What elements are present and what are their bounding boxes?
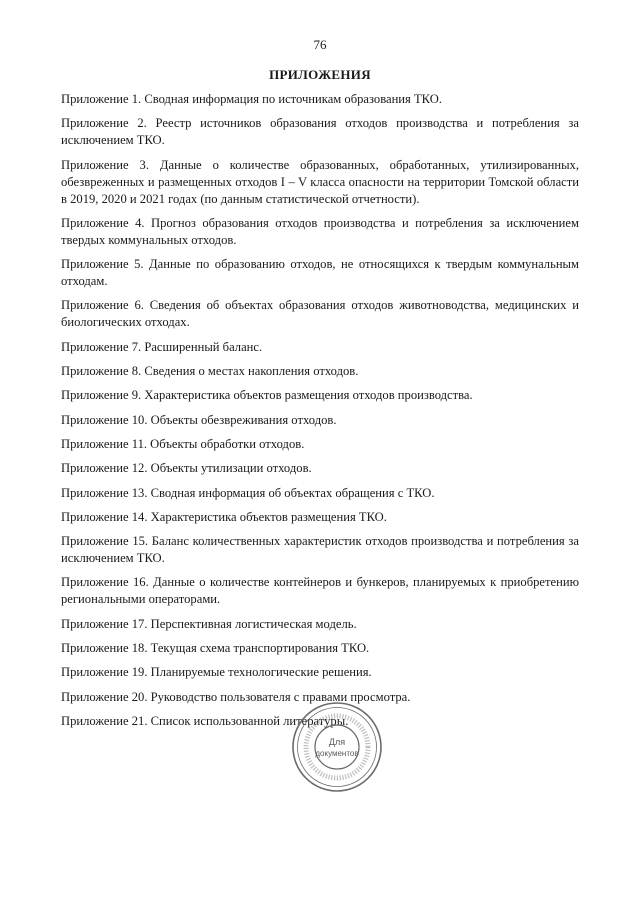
appendix-entry-15: Приложение 15. Баланс количественных характеристик отходов производства и потребления за исключением ТКО. bbox=[61, 534, 579, 566]
appendix-entry-1: Приложение 1. Сводная информация по источникам образования ТКО. bbox=[61, 92, 443, 106]
appendix-entry-21: Приложение 21. Список использованной литературы. bbox=[61, 713, 349, 728]
appendix-entry-20: Приложение 20. Руководство пользователя с правами просмотра. bbox=[61, 689, 411, 704]
appendix-entry-3: Приложение 3. Данные о количестве образованных, обработанных, утилизированных, обезвреженных и размещенных отходов I – V класса опасности на территории Томской области в 2019, 2020 и 2021 годах (по данным статистической отчетности). bbox=[61, 157, 579, 206]
appendix-entry-2: Приложение 2. Реестр источников образования отходов производства и потребления за исключением ТКО. bbox=[61, 116, 579, 148]
section-heading: ПРИЛОЖЕНИЯ bbox=[269, 67, 371, 82]
stamp-line-1: Для bbox=[328, 737, 346, 747]
appendix-entry-7: Приложение 7. Расширенный баланс. bbox=[61, 339, 263, 354]
appendix-entry-11: Приложение 11. Объекты обработки отходов. bbox=[61, 436, 305, 451]
appendix-entry-5: Приложение 5. Данные по образованию отходов, не относящихся к твердым коммунальным отходам. bbox=[61, 257, 579, 289]
appendix-entry-10: Приложение 10. Объекты обезвреживания отходов. bbox=[61, 412, 337, 427]
document-stamp bbox=[290, 700, 384, 794]
appendix-entry-13: Приложение 13. Сводная информация об объектах обращения с ТКО. bbox=[61, 485, 435, 500]
appendix-entry-4: Приложение 4. Прогноз образования отходов производства и потребления за исключением твердых коммунальных отходов. bbox=[61, 215, 579, 247]
appendix-entry-14: Приложение 14. Характеристика объектов размещения ТКО. bbox=[61, 509, 387, 524]
appendix-entry-8: Приложение 8. Сведения о местах накопления отходов. bbox=[61, 364, 359, 379]
stamp-line-2: документов bbox=[315, 749, 359, 758]
appendix-entry-18: Приложение 18. Текущая схема транспортирования ТКО. bbox=[61, 641, 370, 656]
appendix-entry-9: Приложение 9. Характеристика объектов размещения отходов производства. bbox=[61, 388, 473, 403]
appendix-entry-6: Приложение 6. Сведения об объектах образования отходов животноводства, медицинских и биологических отходах. bbox=[61, 298, 579, 330]
appendix-entry-17: Приложение 17. Перспективная логистическая модель. bbox=[61, 616, 357, 631]
appendix-entry-19: Приложение 19. Планируемые технологические решения. bbox=[61, 665, 372, 680]
appendix-list bbox=[61, 91, 579, 737]
page-number: 76 bbox=[313, 37, 327, 52]
appendix-entry-16: Приложение 16. Данные о количестве контейнеров и бункеров, планируемых к приобретению региональными операторами. bbox=[61, 575, 579, 607]
appendix-entry-12: Приложение 12. Объекты утилизации отходов. bbox=[61, 461, 312, 476]
